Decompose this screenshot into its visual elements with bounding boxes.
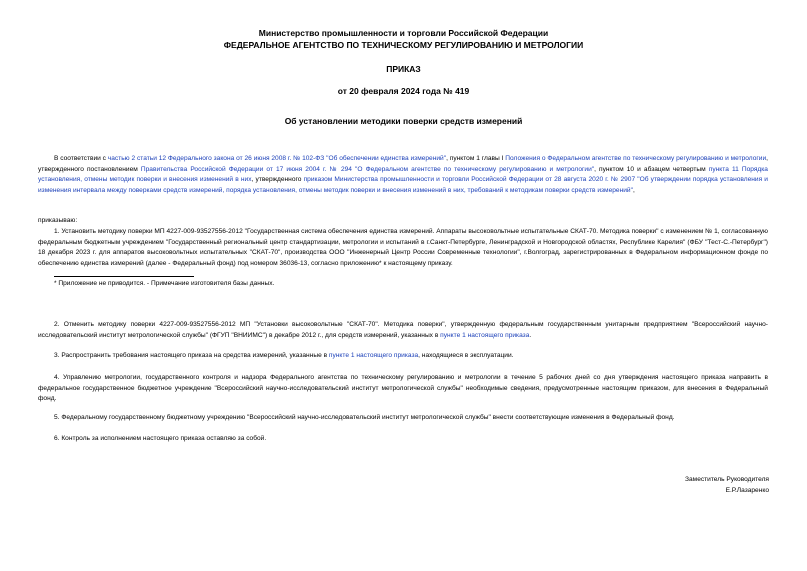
preamble-text: , пунктом 1 главы I: [446, 155, 506, 162]
agency-regulation-link[interactable]: Положения о Федеральном агентстве по техническому регулированию и метрологии: [505, 155, 767, 162]
order-word: приказываю:: [38, 217, 78, 224]
signatory-name: Е.Р.Лазаренко: [725, 487, 769, 494]
law-102-fz-link[interactable]: частью 2 статьи 12 Федерального закона от 26 июня 2008 г. № 102-ФЗ "Об обеспечении единства измерений": [107, 155, 447, 162]
item-1-reference-link[interactable]: пункте 1 настоящего приказа: [440, 331, 530, 339]
document-subject: Об установлении методики поверки средств измерений: [284, 116, 523, 126]
document-type: ПРИКАЗ: [386, 64, 421, 74]
preamble-text: В соответствии с: [54, 155, 108, 162]
preamble-text: , утвержденного постановлением: [38, 155, 768, 173]
item-6-paragraph: 6. Контроль за исполнением настоящего приказа оставляю за собой.: [54, 435, 267, 442]
item-3-paragraph: [38, 351, 768, 362]
ministry-order-2907-link[interactable]: приказом Министерства промышленности и торговли Российской Федерации от 28 августа 2020 г. № 2907 "Об утверждении порядка установления и изменения интервала между поверками средств измерений, порядка установления, отмены методик поверки и внесения изменений в них, требований к методикам поверки средств измерений": [38, 176, 768, 194]
agency-name: ФЕДЕРАЛЬНОЕ АГЕНТСТВО ПО ТЕХНИЧЕСКОМУ РЕГУЛИРОВАНИЮ И МЕТРОЛОГИИ: [223, 40, 584, 50]
preamble-text: , утвержденного: [251, 176, 304, 184]
preamble-paragraph: [38, 154, 768, 196]
government-decree-294-link[interactable]: Правительства Российской Федерации от 17 июня 2004 г. № 294 "О Федеральном агентстве по техническому регулированию и метрологии": [140, 165, 595, 173]
footnote-divider: [54, 276, 194, 277]
procedure-item-11-link[interactable]: пункта 11 Порядка установления, отмены методик поверки и внесения изменений в них: [38, 165, 768, 184]
item-1-reference-link[interactable]: пункте 1 настоящего приказа: [328, 352, 419, 359]
item-5-paragraph: 5. Федеральному государственному бюджетному учреждению "Всероссийский научно-исследовательский институт метрологической службы" внести соответствующие изменения в Федеральный фонд.: [54, 414, 675, 421]
signatory-position: Заместитель Руководителя: [685, 476, 769, 483]
preamble-text: , пунктом 10 и абзацем четвертым: [594, 165, 709, 173]
item-2-paragraph: [38, 320, 768, 341]
item-3-end: , находящиеся в эксплуатации.: [418, 352, 514, 359]
item-2-text: 2. Отменить методику поверки 4227-009-93527556-2012 МП "Установки высоковольтные "СКАТ-70". Методика поверки", утвержденную федеральным государственным унитарным предприятием "Всероссийский научно-исследовательский институт метрологической службы" (ФГУП "ВНИИМС") в декабре 2012 г., для средств измерений, указанных в: [38, 321, 768, 339]
item-4-paragraph: 4. Управлению метрологии, государственного контроля и надзора Федерального агентства по техническому регулированию и метрологии в течение 5 рабочих дней со дня утверждения настоящего приказа направить в федеральное государственное бюджетное учреждение "Всероссийский научно-исследовательский институт метрологической службы" необходимые сведения, предусмотренные настоящим приказом, для внесения в Федеральный фонд.: [38, 374, 768, 403]
preamble-text: ,: [632, 186, 635, 194]
item-1-paragraph: 1. Установить методику поверки МП 4227-009-93527556-2012 "Государственная система обеспечения единства измерений. Аппараты высоковольтные испытательные СКАТ-70. Методика поверки" с изменением № 1, согласованную федеральным бюджетным учреждением "Государственный региональный центр стандартизации, метрологии и испытаний в г.Санкт-Петербурге, Ленинградской и Новгородской областях, Республике Карелия" (ФБУ "Тест-С.-Петербург") 18 декабря 2023 г. для аппаратов высоковольтных испытательных "СКАТ-70", производства ООО "Инженерный Центр России Современные технологии", г.Волгоград, зарегистрированных в Федеральном информационном фонде по обеспечению единства измерений (далее - Федеральный фонд) под номером 36036-13, согласно приложению* к настоящему приказу.: [38, 228, 768, 267]
ministry-name: Министерство промышленности и торговли Российской Федерации: [258, 28, 549, 38]
item-3-text: 3. Распространить требования настоящего приказа на средства измерений, указанные в: [54, 352, 329, 359]
footnote-text: * Приложение не приводится. - Примечание изготовителя базы данных.: [54, 280, 275, 287]
document-date-number: от 20 февраля 2024 года № 419: [337, 86, 470, 96]
item-2-end: .: [529, 331, 532, 339]
